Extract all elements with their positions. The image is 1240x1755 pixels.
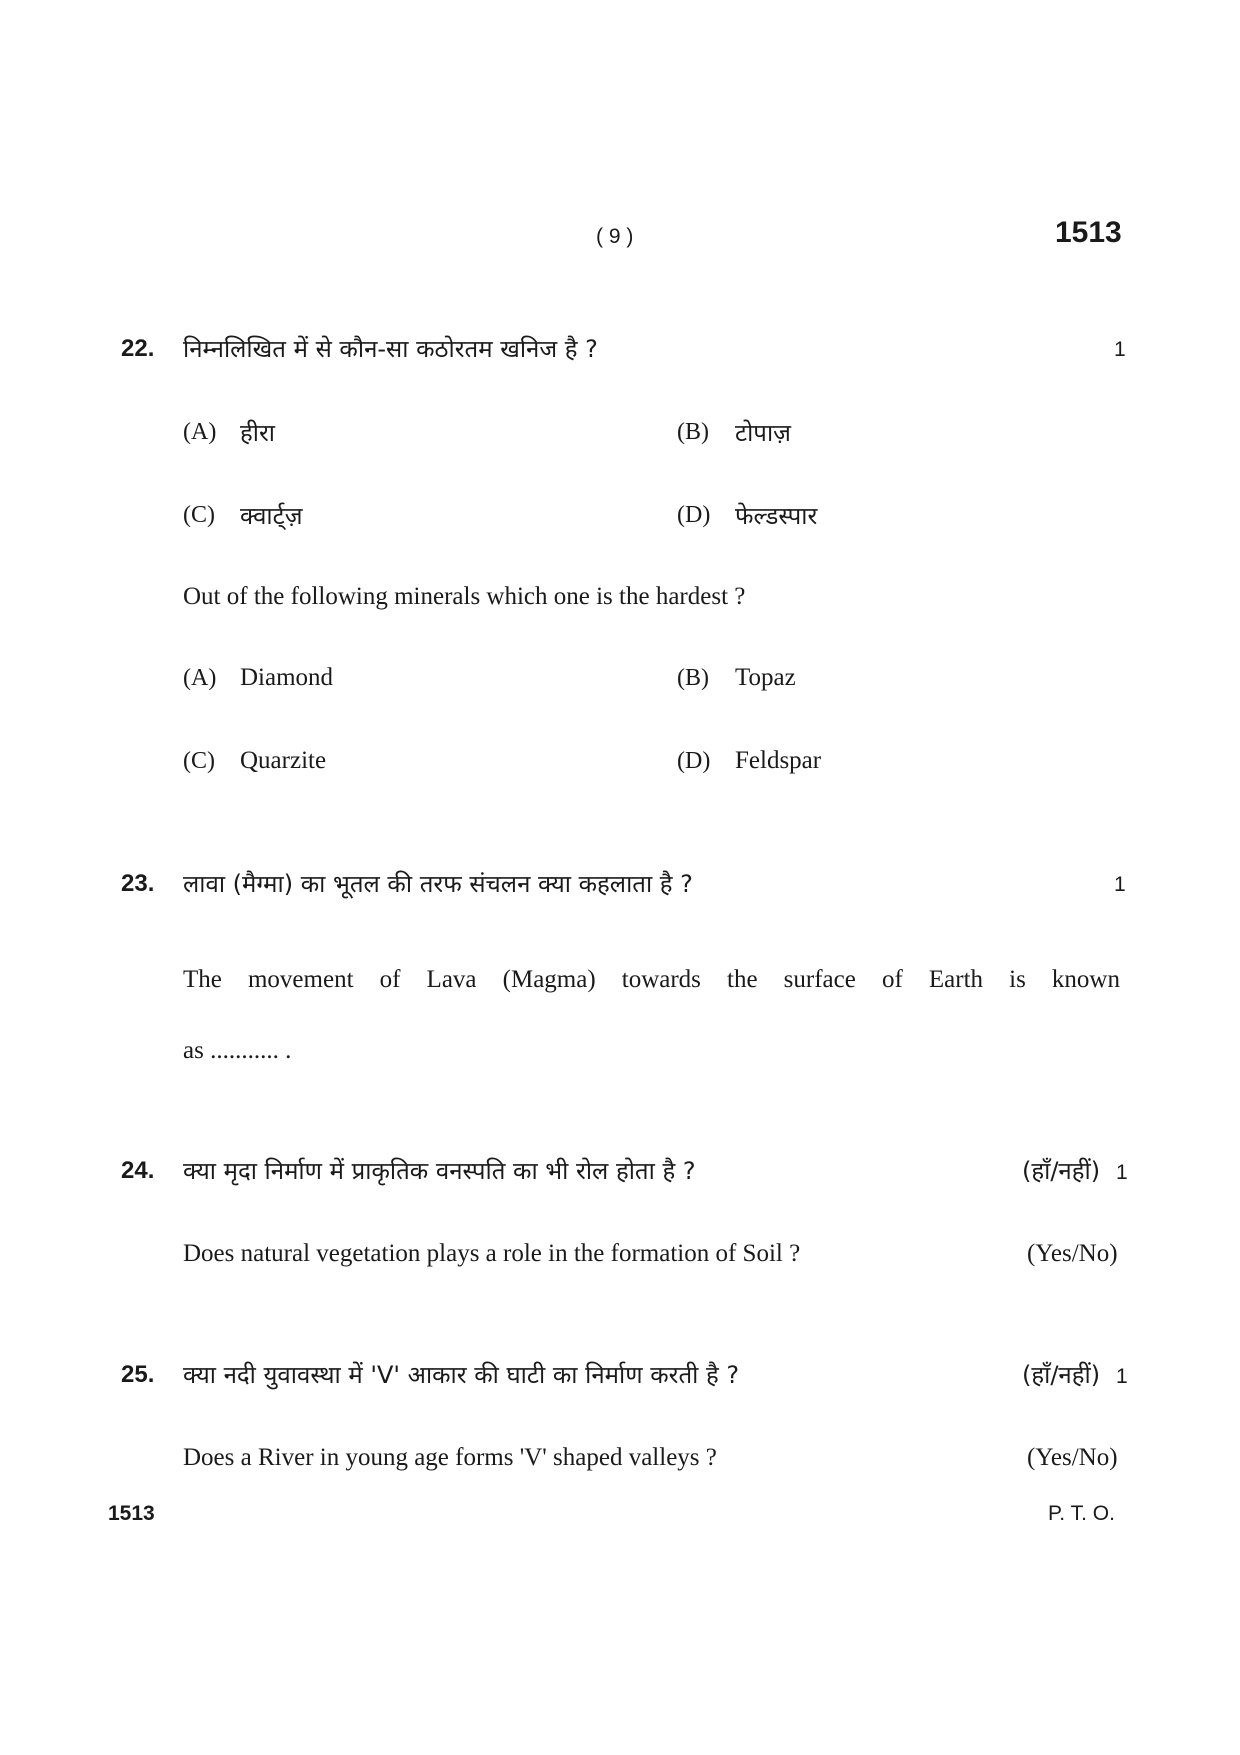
marks: 1 [1114, 873, 1126, 896]
option-text: Feldspar [735, 747, 822, 774]
page-number: ( 9 ) [596, 225, 634, 248]
question-text-hindi: लावा (मैग्मा) का भूतल की तरफ संचलन क्या कहलाता है ? [183, 870, 693, 898]
question-number: 24. [121, 1157, 155, 1184]
answer-choice-hindi: (हाँ/नहीं) [1022, 1361, 1101, 1389]
option-text: Quarzite [240, 747, 327, 774]
option-label: (D) [677, 502, 711, 528]
question-text-english: Does natural vegetation plays a role in the formation of Soil ? [183, 1240, 801, 1267]
marks: 1 [1116, 1161, 1128, 1184]
option-label: (D) [677, 748, 711, 774]
question-text-english: Out of the following minerals which one is the hardest ? [183, 583, 746, 610]
paper-code-header: 1513 [1055, 216, 1122, 249]
option-text: क्वार्ट्ज़ [240, 502, 303, 530]
question-text-english-continued: as ........... . [183, 1037, 292, 1064]
answer-choice-english: (Yes/No) [1027, 1444, 1118, 1471]
option-label: (B) [677, 665, 709, 691]
answer-choice-english: (Yes/No) [1027, 1240, 1118, 1267]
marks: 1 [1114, 338, 1126, 361]
option-label: (C) [183, 502, 215, 528]
option-label: (A) [183, 419, 217, 445]
option-label: (C) [183, 748, 215, 774]
option-text: फेल्डस्पार [735, 502, 818, 530]
question-text-hindi: निम्नलिखित में से कौन-सा कठोरतम खनिज है ? [183, 335, 598, 363]
option-label: (B) [677, 419, 709, 445]
please-turn-over: P. T. O. [1048, 1502, 1115, 1525]
answer-choice-hindi: (हाँ/नहीं) [1022, 1157, 1101, 1185]
option-text: हीरा [240, 419, 275, 447]
question-text-hindi: क्या नदी युवावस्था में 'V' आकार की घाटी का निर्माण करती है ? [183, 1361, 740, 1389]
question-text-english: Does a River in young age forms 'V' shaped valleys ? [183, 1444, 717, 1471]
option-text: टोपाज़ [735, 419, 791, 447]
option-text: Diamond [240, 664, 334, 691]
question-number: 22. [121, 335, 155, 362]
question-number: 23. [121, 870, 155, 897]
paper-code-footer: 1513 [108, 1502, 155, 1525]
question-text-english: The movement of Lava (Magma) towards the surface of Earth is known [183, 966, 1120, 993]
question-text-hindi: क्या मृदा निर्माण में प्राकृतिक वनस्पति का भी रोल होता है ? [183, 1157, 696, 1185]
option-label: (A) [183, 665, 217, 691]
marks: 1 [1116, 1365, 1128, 1388]
option-text: Topaz [735, 664, 796, 691]
question-number: 25. [121, 1361, 155, 1388]
